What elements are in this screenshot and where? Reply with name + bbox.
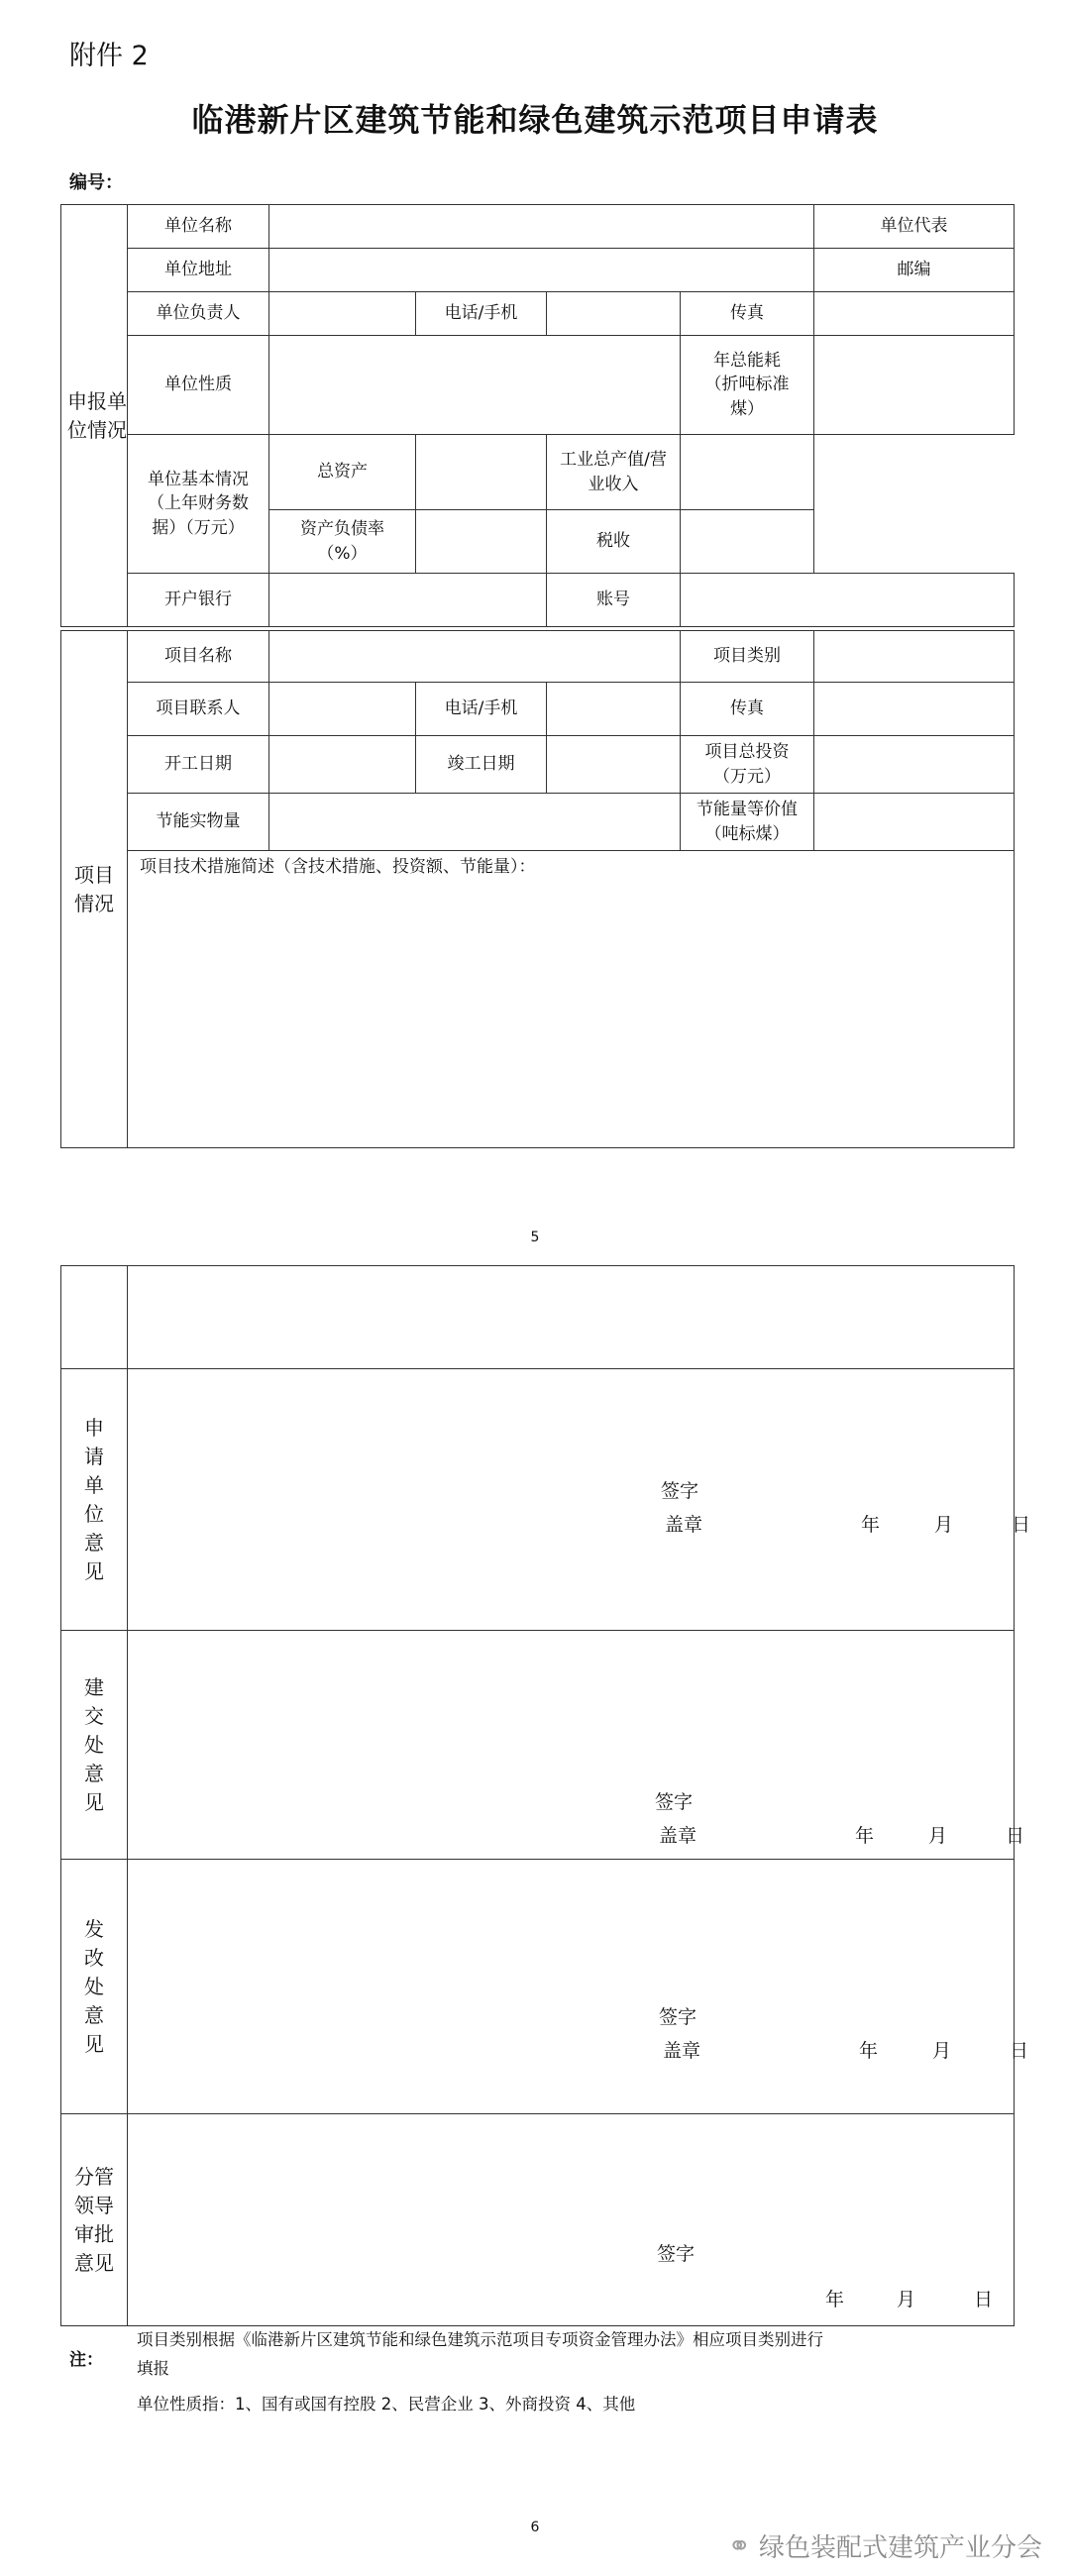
label-postcode: 邮编 bbox=[814, 249, 1015, 292]
label-energy-saving-amount: 节能实物量 bbox=[128, 794, 269, 851]
field-development-opinion[interactable] bbox=[128, 1860, 1029, 2114]
day-label: 日 bbox=[1010, 2040, 1029, 2062]
seal-label: 盖章 bbox=[663, 2040, 701, 2062]
label-unit-nature: 单位性质 bbox=[128, 336, 269, 435]
page-number-6: 6 bbox=[530, 2520, 540, 2535]
field-debt-ratio[interactable] bbox=[416, 510, 547, 574]
label-project-category: 项目类别 bbox=[681, 631, 814, 683]
label-total-assets: 总资产 bbox=[269, 435, 416, 510]
label-energy-equivalent: 节能量等价值（吨标煤） bbox=[681, 794, 814, 851]
year-label: 年 bbox=[855, 1825, 875, 1847]
label-annual-energy: 年总能耗（折吨标准煤） bbox=[681, 336, 814, 435]
field-account[interactable] bbox=[681, 574, 1015, 627]
month-label: 月 bbox=[897, 2289, 916, 2310]
field-tech-summary[interactable] bbox=[128, 851, 1015, 1148]
field-construction-opinion[interactable] bbox=[128, 1631, 1025, 1860]
year-label: 年 bbox=[825, 2289, 845, 2310]
label-industrial-output: 工业总产值/营业收入 bbox=[547, 435, 681, 510]
label-phone: 电话/手机 bbox=[416, 292, 547, 336]
field-total-assets[interactable] bbox=[416, 435, 547, 510]
label-basic-info: 单位基本情况（上年财务数据）（万元） bbox=[128, 435, 269, 574]
label-fax: 传真 bbox=[681, 292, 814, 336]
field-bank[interactable] bbox=[269, 574, 547, 627]
label-project-contact: 项目联系人 bbox=[128, 683, 269, 736]
field-energy-equivalent[interactable] bbox=[814, 794, 1015, 851]
note-unit-nature: 单位性质指：1、国有或国有控股 2、民营企业 3、外商投资 4、其他 bbox=[137, 2395, 636, 2414]
field-leader-opinion[interactable] bbox=[128, 2114, 1015, 2326]
year-label: 年 bbox=[861, 1514, 881, 1536]
label-construction-opinion: 建交处意见 bbox=[61, 1631, 128, 1860]
label-unit-address: 单位地址 bbox=[128, 249, 269, 292]
project-table bbox=[60, 630, 1015, 1148]
field-phone2[interactable] bbox=[547, 683, 681, 736]
label-development-opinion: 发改处意见 bbox=[61, 1860, 128, 2114]
label-phone2: 电话/手机 bbox=[416, 683, 547, 736]
field-project-contact[interactable] bbox=[269, 683, 416, 736]
sign-label: 签字 bbox=[659, 2006, 697, 2028]
field-phone[interactable] bbox=[547, 292, 681, 336]
watermark-text: 绿色装配式建筑产业分会 bbox=[758, 2533, 1042, 2563]
label-leader-opinion: 分管领导审批意见 bbox=[61, 2114, 128, 2326]
notes-label: 注： bbox=[69, 2350, 103, 2370]
page-number-5: 5 bbox=[530, 1230, 540, 1245]
watermark bbox=[728, 2527, 1042, 2564]
field-tax[interactable] bbox=[681, 510, 814, 574]
label-bank: 开户银行 bbox=[128, 574, 269, 627]
attachment-label: 附件 2 bbox=[69, 41, 149, 71]
field-energy-saving-amount[interactable] bbox=[269, 794, 681, 851]
year-label: 年 bbox=[859, 2040, 879, 2062]
section-project-label: 项目情况 bbox=[61, 631, 128, 1148]
field-unit-name[interactable] bbox=[269, 205, 814, 249]
field-industrial-output[interactable] bbox=[681, 435, 814, 510]
day-label: 日 bbox=[1012, 1514, 1031, 1536]
section-applicant-label: 申报单位情况 bbox=[61, 205, 128, 627]
month-label: 月 bbox=[932, 2040, 952, 2062]
label-account: 账号 bbox=[547, 574, 681, 627]
field-project-category[interactable] bbox=[814, 631, 1015, 683]
sign-label: 签字 bbox=[661, 1480, 699, 1502]
label-unit-name: 单位名称 bbox=[128, 205, 269, 249]
label-unit-head: 单位负责人 bbox=[128, 292, 269, 336]
field-end-date[interactable] bbox=[547, 736, 681, 794]
label-applicant-opinion: 申请单位意见 bbox=[61, 1369, 128, 1631]
application-table bbox=[60, 204, 1015, 627]
label-unit-rep: 单位代表 bbox=[814, 205, 1015, 249]
label-end-date: 竣工日期 bbox=[416, 736, 547, 794]
field-start-date[interactable] bbox=[269, 736, 416, 794]
field-unit-head[interactable] bbox=[269, 292, 416, 336]
day-label: 日 bbox=[974, 2289, 994, 2310]
label-total-investment: 项目总投资（万元） bbox=[681, 736, 814, 794]
month-label: 月 bbox=[928, 1825, 948, 1847]
field-annual-energy[interactable] bbox=[814, 336, 1015, 435]
sign-label: 签字 bbox=[655, 1791, 694, 1813]
label-debt-ratio: 资产负债率（%） bbox=[269, 510, 416, 574]
serial-number-label: 编号： bbox=[69, 172, 123, 193]
field-unit-nature[interactable] bbox=[269, 336, 681, 435]
field-applicant-opinion[interactable] bbox=[128, 1369, 1031, 1631]
seal-label: 盖章 bbox=[659, 1825, 697, 1847]
wechat-icon: ⚭ bbox=[727, 2529, 751, 2562]
seal-label: 盖章 bbox=[665, 1514, 703, 1536]
label-project-name: 项目名称 bbox=[128, 631, 269, 683]
label-tech-summary: 项目技术措施简述（含技术措施、投资额、节能量）： bbox=[140, 857, 536, 877]
sign-label: 签字 bbox=[657, 2243, 696, 2265]
field-fax2[interactable] bbox=[814, 683, 1015, 736]
label-tax: 税收 bbox=[547, 510, 681, 574]
blank-top-cell[interactable] bbox=[128, 1266, 1015, 1369]
field-total-investment[interactable] bbox=[814, 736, 1015, 794]
day-label: 日 bbox=[1006, 1825, 1025, 1847]
blank-side-cell bbox=[61, 1266, 128, 1369]
label-fax2: 传真 bbox=[681, 683, 814, 736]
note-category: 项目类别根据《临港新片区建筑节能和绿色建筑示范项目专项资金管理办法》相应项目类别进行填报 bbox=[137, 2330, 823, 2378]
month-label: 月 bbox=[934, 1514, 954, 1536]
label-start-date: 开工日期 bbox=[128, 736, 269, 794]
field-fax[interactable] bbox=[814, 292, 1015, 336]
form-title: 临港新片区建筑节能和绿色建筑示范项目申请表 bbox=[191, 101, 879, 139]
field-project-name[interactable] bbox=[269, 631, 681, 683]
opinion-table bbox=[60, 1265, 1031, 2326]
field-unit-address[interactable] bbox=[269, 249, 814, 292]
